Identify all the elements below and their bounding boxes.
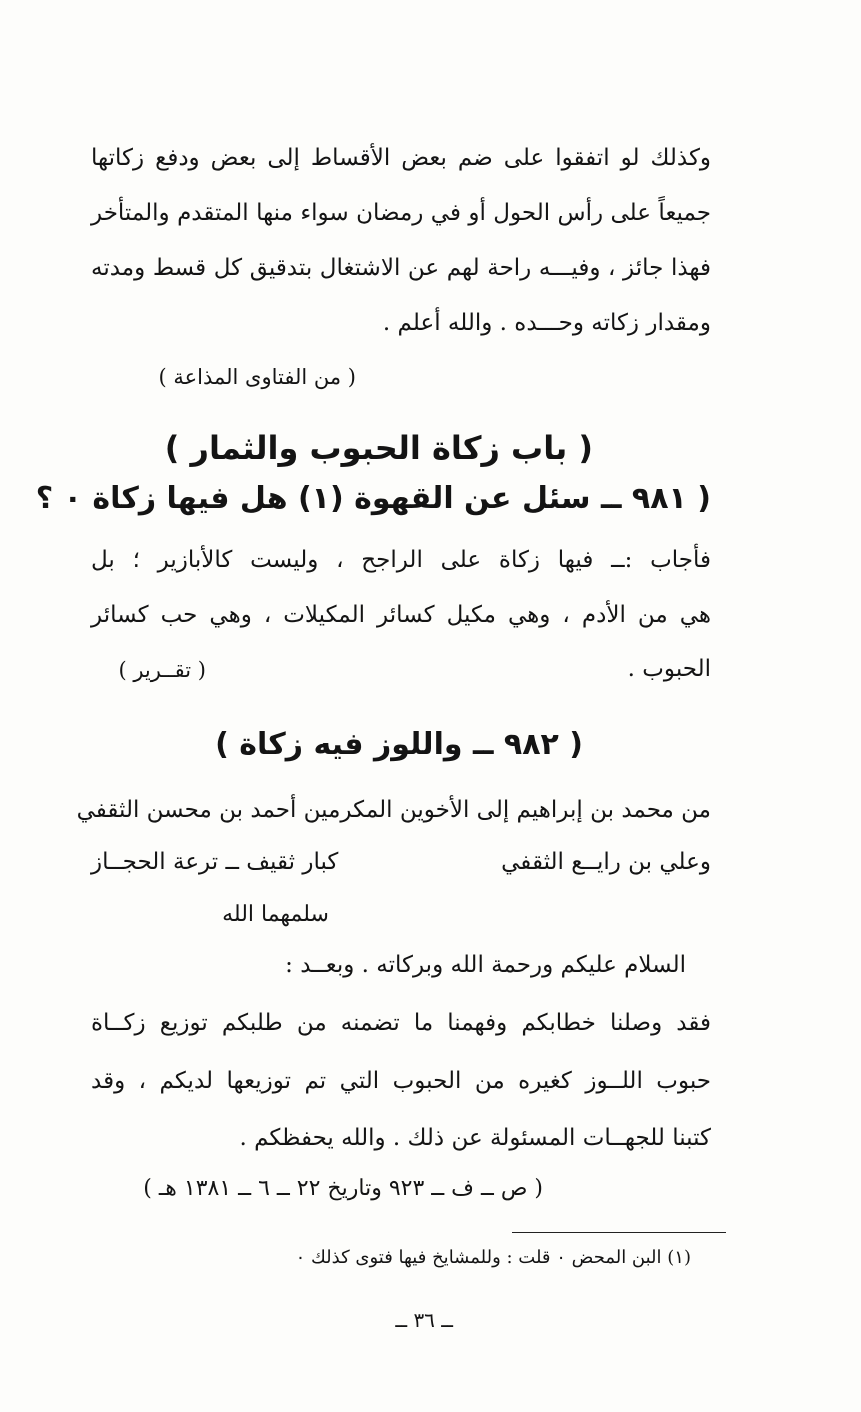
letter-reference: ( ص ــ ف ــ ٩٢٣ وتاريخ ٢٢ ــ ٦ ــ ١٣٨١ هـ ) <box>143 1176 543 1201</box>
answer-line: هي من الأدم ، وهي مكيل كسائر المكيلات ، وهي حب كسائر <box>91 602 711 628</box>
letter-address-place: كبار ثقيف ــ ترعة الحجــاز <box>91 849 339 875</box>
paragraph-line: فهذا جائز ، وفيـــه راحة لهم عن الاشتغال بتدقيق كل قسط ومدته <box>91 255 711 281</box>
footnote: (١) البن المحض ٠ قلت : وللمشايخ فيها فتوى كذلك ٠ <box>295 1247 691 1268</box>
source-citation: ( تقــرير ) <box>118 658 206 682</box>
letter-greeting: السلام عليكم ورحمة الله وبركاته . وبعــد : <box>285 952 686 978</box>
answer-line: الحبوب . <box>627 656 711 682</box>
question-982-title: ( ٩٨٢ ــ واللوز فيه زكاة ) <box>215 727 583 762</box>
source-citation: ( من الفتاوى المذاعة ) <box>158 365 356 389</box>
letter-body-line: فقد وصلنا خطابكم وفهمنا ما تضمنه من طلبكم توزيع زكــاة <box>91 1010 711 1036</box>
letter-address-name: وعلي بن رايــع الثقفي <box>501 849 711 875</box>
letter-body-line: حبوب اللــوز كغيره من الحبوب التي تم توزيعها لديكم ، وقد <box>91 1068 711 1094</box>
page-number: ــ ٣٦ ــ <box>395 1308 453 1332</box>
answer-line: فأجاب :ــ فيها زكاة على الراجح ، وليست كالأبازير ؛ بل <box>91 547 711 573</box>
paragraph-line: وكذلك لو اتفقوا على ضم بعض الأقساط إلى بعض ودفع زكاتها <box>91 145 711 171</box>
paragraph-line: ومقدار زكاته وحـــده . والله أعلم . <box>382 310 711 336</box>
letter-blessing: سلمهما الله <box>222 902 329 927</box>
footnote-divider <box>512 1232 726 1233</box>
paragraph-line: جميعاً على رأس الحول أو في رمضان سواء منها المتقدم والمتأخر <box>91 200 711 226</box>
letter-body-line: كتبنا للجهــات المسئولة عن ذلك . والله يحفظكم . <box>239 1125 711 1151</box>
chapter-title: ( باب زكاة الحبوب والثمار ) <box>164 429 593 467</box>
question-981-title: ( ٩٨١ ــ سئل عن القهوة (١) هل فيها زكاة ٠ ؟ <box>35 481 711 516</box>
letter-address-line: من محمد بن إبراهيم إلى الأخوين المكرمين أحمد بن محسن الثقفي <box>76 797 711 823</box>
